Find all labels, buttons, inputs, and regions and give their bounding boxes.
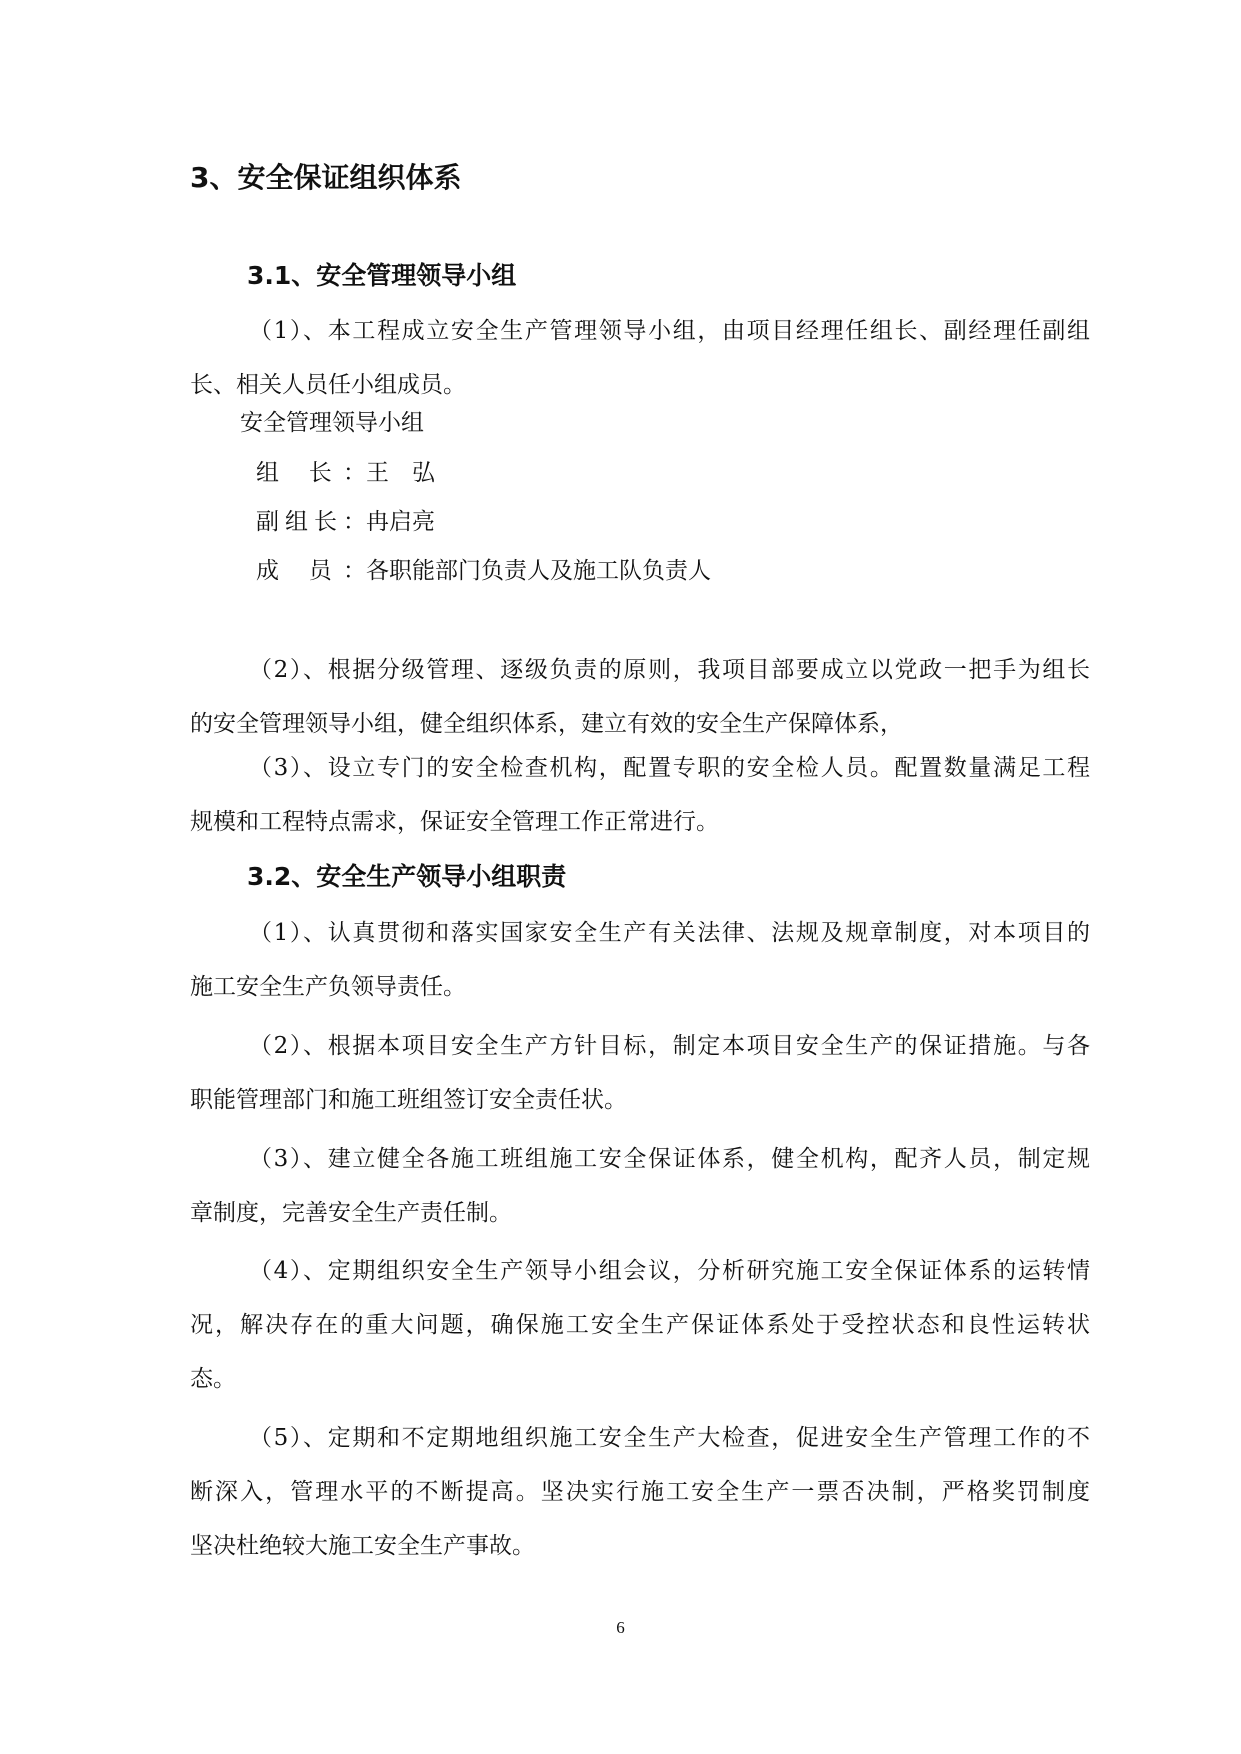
team-member-name: 各职能部门负责人及施工队负责人	[366, 558, 711, 584]
team-role-label: 成 员：	[256, 558, 366, 584]
paragraph-3-1-3	[190, 741, 1090, 849]
paragraph-3-2-3	[190, 1132, 1090, 1240]
team-member-name: 冉启亮	[366, 509, 435, 535]
paragraph-3-2-5	[190, 1411, 1090, 1573]
paragraph-line: 施工安全生产负领导责任。	[190, 974, 466, 1000]
paragraph-line: （3）、设立专门的安全检查机构，配置专职的安全检人员。配置数量满足工程	[249, 755, 1090, 781]
paragraph-line: （2）、根据本项目安全生产方针目标，制定本项目安全生产的保证措施。与各	[249, 1033, 1090, 1059]
team-role-label: 组 长：	[256, 460, 366, 486]
paragraph-line: 章制度，完善安全生产责任制。	[190, 1200, 512, 1226]
paragraph-line: （1）、本工程成立安全生产管理领导小组，由项目经理任组长、副经理任副组	[249, 318, 1090, 344]
team-role-label: 副组长：	[256, 509, 366, 535]
paragraph-line: （3）、建立健全各施工班组施工安全保证体系，健全机构，配齐人员，制定规	[249, 1146, 1090, 1172]
team-row-leader	[256, 458, 435, 488]
subsection-heading-3-1: 3.1、安全管理领导小组	[247, 261, 517, 290]
paragraph-line: （5）、定期和不定期地组织施工安全生产大检查，促进安全生产管理工作的不	[249, 1425, 1090, 1451]
paragraph-line: 断深入，管理水平的不断提高。坚决实行施工安全生产一票否决制，严格奖罚制度	[190, 1479, 1090, 1505]
paragraph-line: （1）、认真贯彻和落实国家安全生产有关法律、法规及规章制度，对本项目的	[249, 920, 1090, 946]
team-row-members	[256, 556, 711, 586]
paragraph-3-1-2	[190, 643, 1090, 751]
paragraph-line: （2）、根据分级管理、逐级负责的原则，我项目部要成立以党政一把手为组长	[249, 657, 1090, 683]
paragraph-line: 长、相关人员任小组成员。	[190, 372, 466, 398]
page-number: 6	[616, 1618, 625, 1637]
section-title: 3、安全保证组织体系	[190, 161, 462, 194]
paragraph-line: 坚决杜绝较大施工安全生产事故。	[190, 1533, 535, 1559]
paragraph-3-2-1	[190, 906, 1090, 1014]
paragraph-3-2-2	[190, 1019, 1090, 1127]
paragraph-line: 的安全管理领导小组，健全组织体系，建立有效的安全生产保障体系，	[190, 711, 903, 737]
subsection-heading-3-2: 3.2、安全生产领导小组职责	[247, 862, 567, 891]
team-member-name: 王 弘	[366, 460, 435, 486]
paragraph-line: 规模和工程特点需求，保证安全管理工作正常进行。	[190, 809, 719, 835]
team-row-deputy	[256, 507, 435, 537]
team-caption: 安全管理领导小组	[240, 410, 424, 436]
paragraph-3-1-1	[190, 304, 1090, 412]
paragraph-line: 况，解决存在的重大问题，确保施工安全生产保证体系处于受控状态和良性运转状	[190, 1312, 1090, 1338]
paragraph-line: （4）、定期组织安全生产领导小组会议，分析研究施工安全保证体系的运转情	[249, 1258, 1090, 1284]
paragraph-3-2-4	[190, 1244, 1090, 1406]
paragraph-line: 职能管理部门和施工班组签订安全责任状。	[190, 1087, 627, 1113]
paragraph-line: 态。	[190, 1366, 236, 1392]
